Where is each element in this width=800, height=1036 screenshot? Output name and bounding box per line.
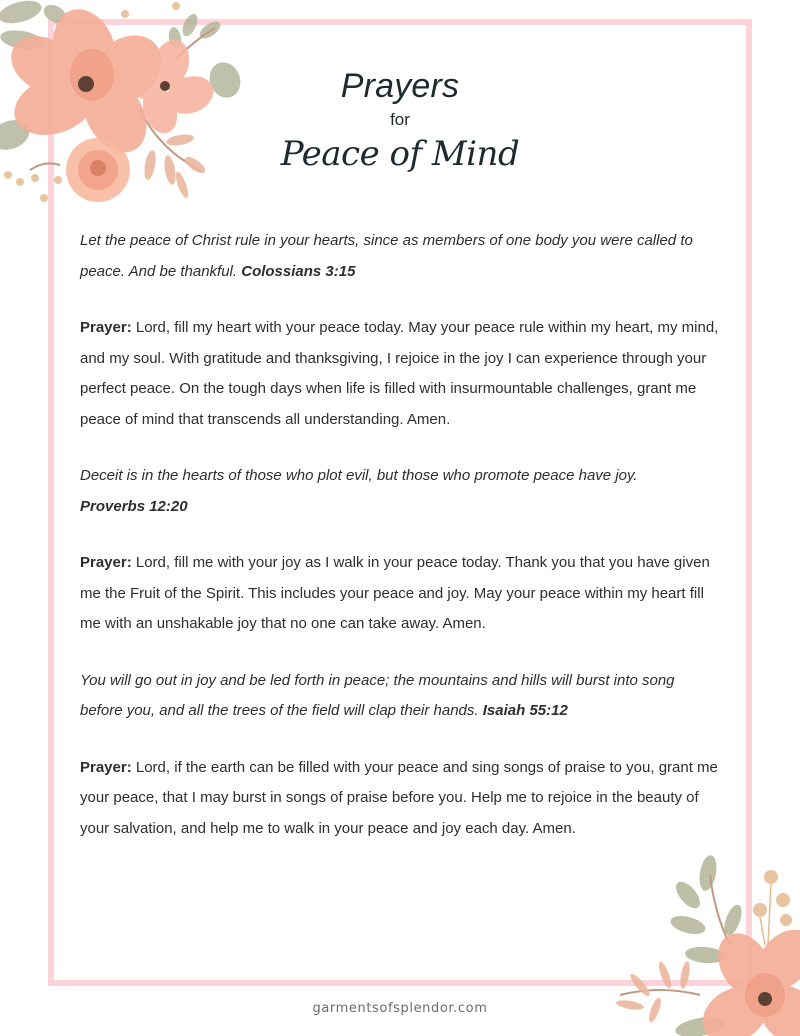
verse-text: Deceit is in the hearts of those who plot evil, but those who promote peace have joy.: [80, 467, 638, 484]
prayer-text: Lord, if the earth can be filled with your peace and sing songs of praise to you, grant me your peace, that I may burst in songs of praise before you. Help me to rejoice in the beauty of your salvation, and help me to walk in your peace and joy each day. Amen.: [80, 758, 718, 837]
verse-reference: Isaiah 55:12: [482, 702, 568, 719]
footer-website: garmentsofsplendor.com: [312, 1001, 488, 1016]
title-for: for: [390, 110, 410, 129]
page-title: [250, 66, 550, 176]
prayer-label: Prayer:: [80, 554, 132, 571]
verse-text: Let the peace of Christ rule in your hearts, since as members of one body you were called to peace. And be thankful.: [80, 232, 693, 280]
title-peace-of-mind: Peace of Mind: [280, 134, 520, 174]
prayer-text: Lord, fill my heart with your peace today. May your peace rule within my heart, my mind, and my soul. With gratitude and thanksgiving, I rejoice in the joy I can experience through your perfect peace. On the tough days when life is filled with insurmountable challenges, grant me peace of mind that transcends all understanding. Amen.: [80, 319, 719, 428]
prayer-label: Prayer:: [80, 758, 132, 776]
verse-paragraph: [80, 461, 720, 522]
verse-reference: Colossians 3:15: [241, 262, 356, 280]
prayer-paragraph: [80, 313, 720, 435]
verse-text: You will go out in joy and be led forth in peace; the mountains and hills will burst into song before you, and all the trees of the field will clap their hands.: [80, 671, 675, 719]
prayer-text: Lord, fill me with your joy as I walk in your peace today. Thank you that you have given me the Fruit of the Spirit. This includes your peace and joy. May your peace within my heart fill me with an unshakable joy that no one can take away. Amen.: [80, 554, 710, 632]
prayer-label: Prayer:: [80, 319, 132, 336]
prayer-content: [80, 226, 720, 870]
title-prayers: Prayers: [340, 67, 460, 105]
verse-paragraph: [80, 226, 720, 287]
prayer-paragraph: [80, 753, 720, 845]
verse-reference: Proverbs 12:20: [80, 497, 188, 515]
verse-paragraph: [80, 666, 720, 727]
prayer-paragraph: [80, 548, 720, 640]
